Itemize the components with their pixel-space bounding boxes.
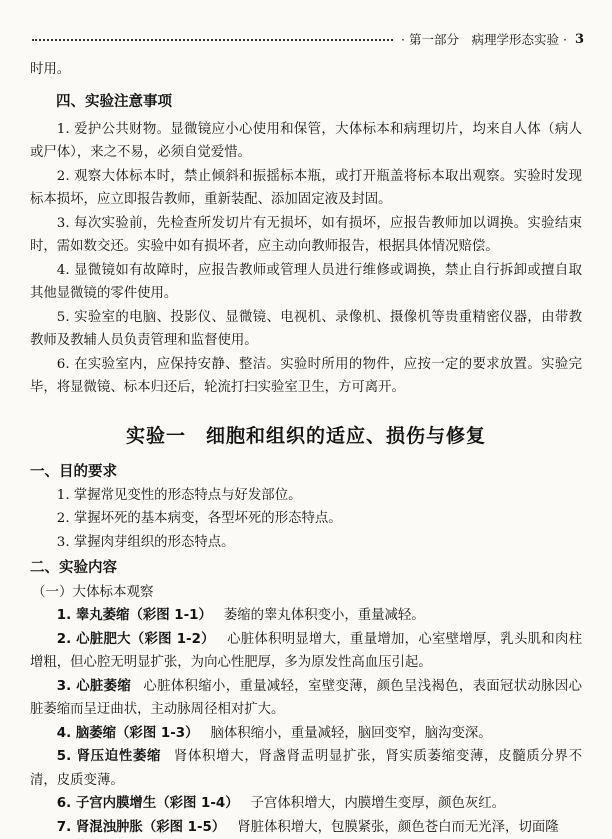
precaution-paragraph: 3. 每次实验前，先检查所发切片有无损坏，如有损坏，应报告教师加以调换。实验结束时，需如数交还。实验中如有损坏者，应主动向教师报告，根据具体情况赔偿。 [30, 212, 582, 259]
specimen-description: 肾脏体积增大，包膜紧张，颜色苍白而无光泽，切面隆 [237, 820, 558, 835]
section-heading-content: 二、实验内容 [30, 556, 582, 580]
continuation-text: 时用。 [30, 58, 582, 82]
figure-ref: （彩图 1-5） [143, 820, 225, 835]
section-heading-objectives: 一、目的要求 [30, 460, 582, 484]
page-body [30, 58, 582, 839]
figure-ref: （彩图 1-4） [156, 796, 238, 811]
specimen-name: 7. 肾混浊肿胀 [57, 820, 143, 835]
subsection-heading-gross-specimens: （一）大体标本观察 [32, 580, 582, 604]
header-title: · 第一部分 病理学形态实验 · [401, 30, 567, 48]
specimen-description: 子宫体积增大，内膜增生变厚，颜色灰红。 [251, 796, 505, 811]
specimen-description: 萎缩的睾丸体积变小，重量减轻。 [224, 608, 425, 623]
objective-item: 2. 掌握坏死的基本病变，各型坏死的形态特点。 [30, 507, 582, 531]
experiment-title: 实验一 细胞和组织的适应、损伤与修复 [30, 422, 582, 450]
precaution-paragraph: 4. 显微镜如有故障时，应报告教师或管理人员进行维修或调换，禁止自行拆卸或擅自取其他显微镜的零件使用。 [30, 259, 582, 306]
objective-item: 3. 掌握肉芽组织的形态特点。 [30, 531, 582, 555]
specimen-description: 肾体积增大，肾盏肾盂明显扩张，肾实质萎缩变薄，皮髓质分界不清，皮质变薄。 [30, 749, 582, 788]
specimen-item [30, 745, 582, 792]
specimen-name: 3. 心脏萎缩 [57, 679, 131, 694]
specimen-item [30, 604, 582, 628]
specimen-name: 2. 心脏肥大 [57, 632, 131, 647]
specimen-name: 4. 脑萎缩 [57, 726, 116, 741]
figure-ref: （彩图 1-1） [129, 608, 211, 623]
precaution-paragraph: 5. 实验室的电脑、投影仪、显微镜、电视机、录像机、摄像机等贵重精密仪器，由带教教师及教辅人员负责管理和监督使用。 [30, 306, 582, 353]
running-header [32, 28, 584, 50]
specimen-item [30, 722, 582, 746]
specimen-description: 心脏体积明显增大，重量增加，心室壁增厚，乳头肌和肉柱增粗，但心腔无明显扩张，为向心性肥厚，多为原发性高血压引起。 [30, 632, 582, 671]
specimen-description: 心脏体积缩小，重量减轻，室壁变薄，颜色呈浅褐色，表面冠状动脉因心脏萎缩而呈迂曲状，主动脉周径相对扩大。 [30, 679, 582, 718]
specimen-name: 5. 肾压迫性萎缩 [57, 749, 161, 764]
page-number: 3 [575, 32, 584, 47]
specimen-item [30, 675, 582, 722]
precaution-paragraph: 6. 在实验室内，应保持安静、整洁。实验时所用的物件，应按一定的要求放置。实验完毕，将显微镜、标本归还后，轮流打扫实验室卫生，方可离开。 [30, 353, 582, 400]
specimen-item [30, 816, 582, 839]
section-heading-precautions: 四、实验注意事项 [56, 90, 582, 114]
specimen-item [30, 792, 582, 816]
specimen-description: 脑体积缩小，重量减轻，脑回变窄，脑沟变深。 [210, 726, 491, 741]
header-dotted-rule [32, 38, 393, 41]
figure-ref: （彩图 1-2） [131, 632, 215, 647]
figure-ref: （彩图 1-3） [116, 726, 198, 741]
precaution-paragraph: 1. 爱护公共财物。显微镜应小心使用和保管，大体标本和病理切片，均来自人体（病人或尸体），来之不易，必须自觉爱惜。 [30, 118, 582, 165]
specimen-name: 6. 子宫内膜增生 [57, 796, 156, 811]
objective-item: 1. 掌握常见变性的形态特点与好发部位。 [30, 484, 582, 508]
precaution-paragraph: 2. 观察大体标本时，禁止倾斜和振摇标本瓶，或打开瓶盖将标本取出观察。实验时发现标本损坏，应立即报告教师，重新装配、添加固定液及封固。 [30, 165, 582, 212]
specimen-name: 1. 睾丸萎缩 [57, 608, 130, 623]
specimen-item [30, 628, 582, 675]
